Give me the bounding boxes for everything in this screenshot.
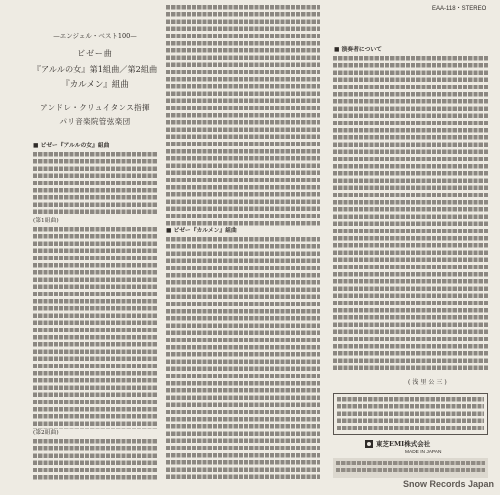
record-company: 東芝EMI株式会社 — [376, 440, 431, 448]
toshiba-emi-logo-icon — [365, 440, 373, 448]
suite1-text — [33, 227, 158, 429]
work-title-carmen: 『カルメン』組曲 — [61, 80, 129, 90]
notes-author: (浅里公三) — [408, 379, 449, 386]
carmen-notes-text — [166, 237, 320, 482]
suite2-heading: (第2組曲) — [33, 430, 59, 436]
carmen-heading: ■ ビゼー『カルメン』組曲 — [166, 228, 237, 234]
notice-box — [333, 393, 488, 435]
arlesienne-intro-text — [33, 152, 158, 217]
orchestra-credit: パリ音楽院管弦楽団 — [59, 117, 131, 126]
conductor-credit: アンドレ・クリュイタンス指揮 — [40, 103, 150, 112]
spec-text-lines — [336, 461, 485, 475]
watermark: Snow Records Japan — [403, 479, 495, 489]
notice-text-lines — [337, 397, 484, 433]
title-block — [30, 0, 160, 135]
suite2-text — [33, 439, 158, 482]
suite1-heading: (第1組曲) — [33, 218, 59, 224]
arlesienne-notes-continued-text — [166, 5, 320, 228]
performers-heading: ■ 演奏者について — [334, 47, 382, 53]
spec-box — [333, 458, 488, 478]
performer-notes-text — [333, 56, 488, 373]
made-in-japan: MADE IN JAPAN — [405, 450, 442, 455]
arlesienne-heading: ■ ビゼー『アルルの女』組曲 — [33, 143, 110, 149]
composer-title: ビゼー曲 — [77, 49, 113, 58]
work-title-arlesienne: 『アルルの女』第1組曲／第2組曲 — [32, 64, 158, 74]
catalog-number: EAA-118・STEREO — [432, 6, 487, 12]
series-title: —エンジェル・ベスト100— — [53, 32, 137, 40]
